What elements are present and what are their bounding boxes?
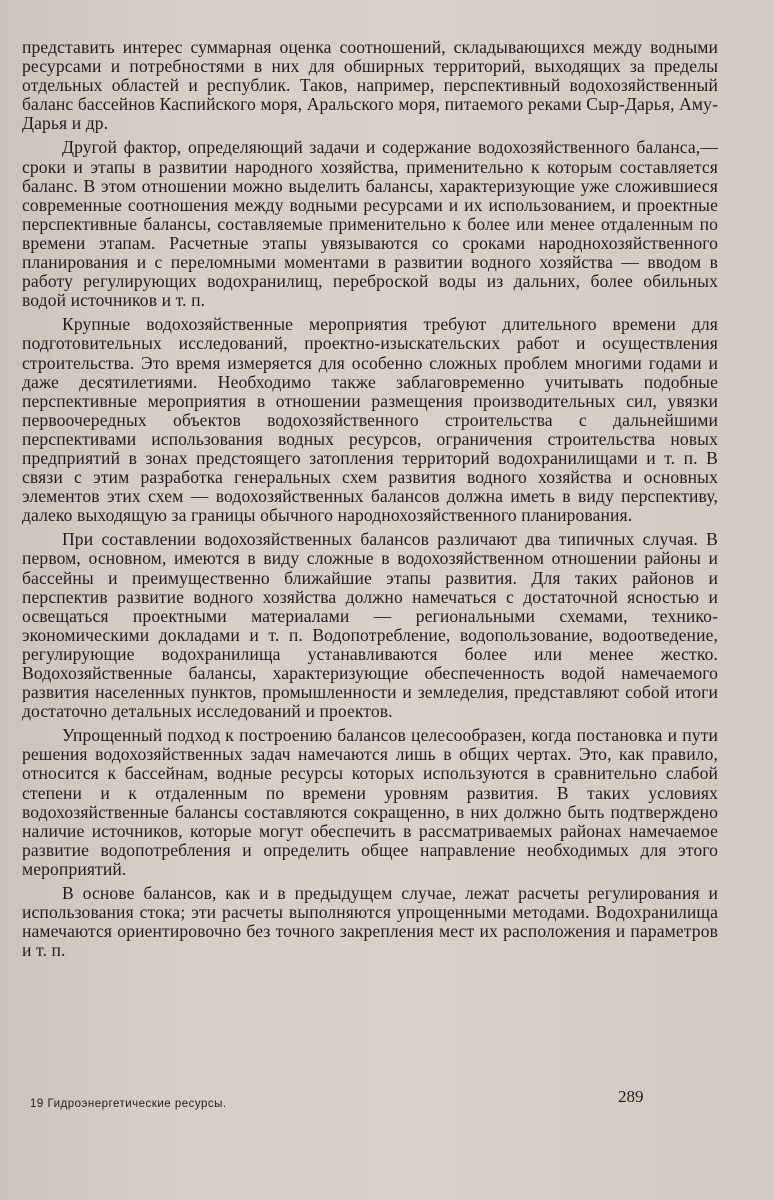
paragraph-typical-cases: При составлении водохозяйственных балансов различают два типичных случая. В первом, основном, имеются в виду сложные в водохозяйственном отношении районы и бассейны и преимущественно ближайшие этапы развития. Для таких районов и перспектив развитие водного хозяйства должно намечаться с достаточной ясностью и освещаться проектными материалами — региональными схемами, технико-экономическими докладами и т. п. Водопотребление, водопользование, водоотведение, регулирующие водохранилища устанавливаются более или менее жестко. Водохозяйственные балансы, характеризующие обеспеченность водой намечаемого развития населенных пунктов, промышленности и земледелия, представляют собой итоги достаточно детальных исследований и проектов. <box>22 529 718 722</box>
paragraph-planning-stages: Другой фактор, определяющий задачи и содержание водохозяйственного баланса,— сроки и этапы в развитии народного хозяйства, применительно к которым составляется баланс. В этом отношении можно выделить балансы, характеризующие уже сложившиеся современные соотношения между водными ресурсами и их использованием, и проектные перспективные балансы, составляемые применительно к более или менее отдаленным по времени этапам. Расчетные этапы увязываются со сроками народнохозяйственного планирования и с переломными моментами в развитии водного хозяйства — вводом в работу регулирующих водохранилищ, переброской воды из дальних, более обильных водой источников и т. п. <box>22 137 718 311</box>
page-number: 289 <box>618 1087 644 1106</box>
body-text <box>22 38 718 960</box>
signature-mark: 19 Гидроэнергетические ресурсы. <box>30 1098 227 1110</box>
paragraph-balance-basis: В основе балансов, как и в предыдущем случае, лежат расчеты регулирования и использования стока; эти расчеты выполняются упрощенными методами. Водохранилища намечаются ориентировочно без точного закрепления мест их расположения и параметров и т. п. <box>22 883 718 961</box>
paragraph-simplified-approach: Упрощенный подход к построению балансов целесообразен, когда постановка и пути решения водохозяйственных задач намечаются лишь в общих чертах. Это, как правило, относится к бассейнам, водные ресурсы которых используются в сравнительно слабой степени и к отдаленным по времени уровням развития. В таких условиях водохозяйственные балансы составляются сокращенно, в них должно быть подтверждено наличие источников, которые могут обеспечить в рассматриваемых районах намечаемое развитие водопотребления и определить общее направление необходимых для этого мероприятий. <box>22 725 718 879</box>
paragraph-major-measures: Крупные водохозяйственные мероприятия требуют длительного времени для подготовительных исследований, проектно-изыскательских работ и осуществления строительства. Это время измеряется для особенно сложных проблем многими годами и даже десятилетиями. Необходимо также заблаговременно учитывать подобные перспективные мероприятия в отношении размещения производительных сил, увязки первоочередных объектов водохозяйственного строительства с дальнейшими перспективами использования водных ресурсов, ограничения строительства новых предприятий в зонах предстоящего затопления территорий водохранилищами и т. п. В связи с этим разработка генеральных схем развития водного хозяйства и основных элементов этих схем — водохозяйственных балансов должна иметь в виду перспективу, далеко выходящую за границы обычного народнохозяйственного планирования. <box>22 314 718 526</box>
paragraph-continuation: представить интерес суммарная оценка соотношений, складывающихся между водными ресурсами и потребностями в них для обширных территорий, выходящих за пределы отдельных областей и республик. Таков, например, перспективный водохозяйственный баланс бассейнов Каспийского моря, Аральского моря, питаемого реками Сыр-Дарья, Аму-Дарья и др. <box>22 37 718 134</box>
